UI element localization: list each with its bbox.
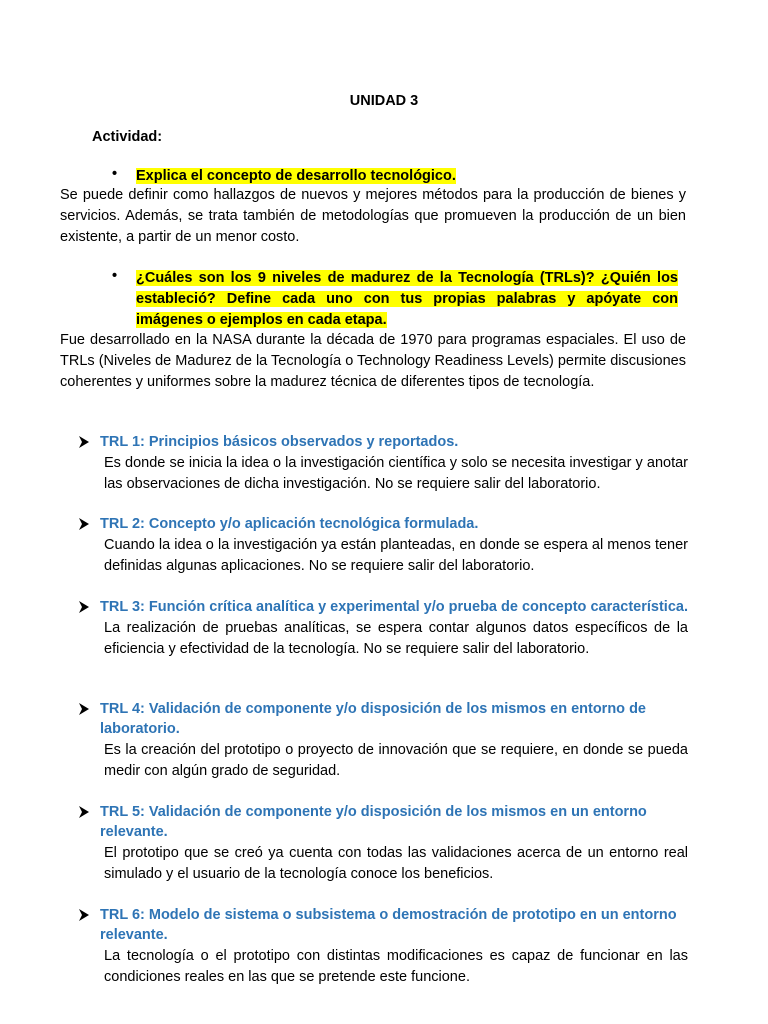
trl-heading: TRL 5: Validación de componente y/o disposición de los mismos en un entorno relevante. [100,804,647,840]
arrow-bullet-icon [78,435,90,449]
arrow-bullet-icon [78,908,90,922]
trl-heading: TRL 1: Principios básicos observados y reportados. [100,434,459,450]
question-bullet-2 [112,268,678,331]
trl-description: La realización de pruebas analíticas, se espera contar algunos datos específicos de la eficiencia y efectividad de la tecnología. No se requiere salir del laboratorio. [104,620,688,657]
trl-description: Es la creación del prototipo o proyecto de innovación que se requiere, en donde se pueda medir con algún grado de seguridad. [104,742,688,779]
trl-description: Es donde se inicia la idea o la investigación científica y solo se necesita investigar y anotar las observaciones de dicha investigación. No se requiere salir del laboratorio. [104,455,688,492]
trl-item-6 [78,905,688,988]
answer-paragraph-1: Se puede definir como hallazgos de nuevos y mejores métodos para la producción de bienes y servicios. Además, se trata también de metodologías que promueven la producción de un bien existente, a partir de un menor costo. [60,187,686,245]
trl-item-2 [78,514,688,577]
activity-label: Actividad: [92,129,163,145]
trl-heading: TRL 6: Modelo de sistema o subsistema o demostración de prototipo en un entorno relevante. [100,907,677,943]
question-text-2: ¿Cuáles son los 9 niveles de madurez de la Tecnología (TRLs)? ¿Quién los estableció? Define cada uno con tus propias palabras y apóyate con imágenes o ejemplos en cada etapa. [136,270,678,328]
bullet-dot-icon: • [112,268,118,284]
trl-description: El prototipo que se creó ya cuenta con todas las validaciones acerca de un entorno real simulado y el usuario de la tecnología conoce los beneficios. [104,845,688,882]
trl-item-1 [78,432,688,495]
arrow-bullet-icon [78,702,90,716]
question-text-1: Explica el concepto de desarrollo tecnológico. [136,168,456,184]
arrow-bullet-icon [78,517,90,531]
bullet-dot-icon: • [112,166,118,182]
arrow-bullet-icon [78,805,90,819]
trl-item-4 [78,699,688,782]
question-bullet-1 [112,166,680,187]
answer-paragraph-2: Fue desarrollado en la NASA durante la década de 1970 para programas espaciales. El uso de TRLs (Niveles de Madurez de la Tecnología o Technology Readiness Levels) permite discusiones coherentes y uniformes sobre la madurez técnica de diferentes tipos de tecnología. [60,332,686,390]
trl-item-5 [78,802,688,885]
trl-heading: TRL 3: Función crítica analítica y experimental y/o prueba de concepto característica. [100,599,688,615]
arrow-bullet-icon [78,600,90,614]
trl-heading: TRL 4: Validación de componente y/o disposición de los mismos en entorno de laboratorio. [100,701,646,737]
trl-item-3 [78,597,688,660]
trl-description: La tecnología o el prototipo con distintas modificaciones es capaz de funcionar en las condiciones reales en las que se pretende este funcione. [104,948,688,985]
trl-heading: TRL 2: Concepto y/o aplicación tecnológica formulada. [100,516,479,532]
document-title: UNIDAD 3 [349,93,419,109]
trl-description: Cuando la idea o la investigación ya están planteadas, en donde se espera al menos tener definidas algunas aplicaciones. No se requiere salir del laboratorio. [104,537,688,574]
